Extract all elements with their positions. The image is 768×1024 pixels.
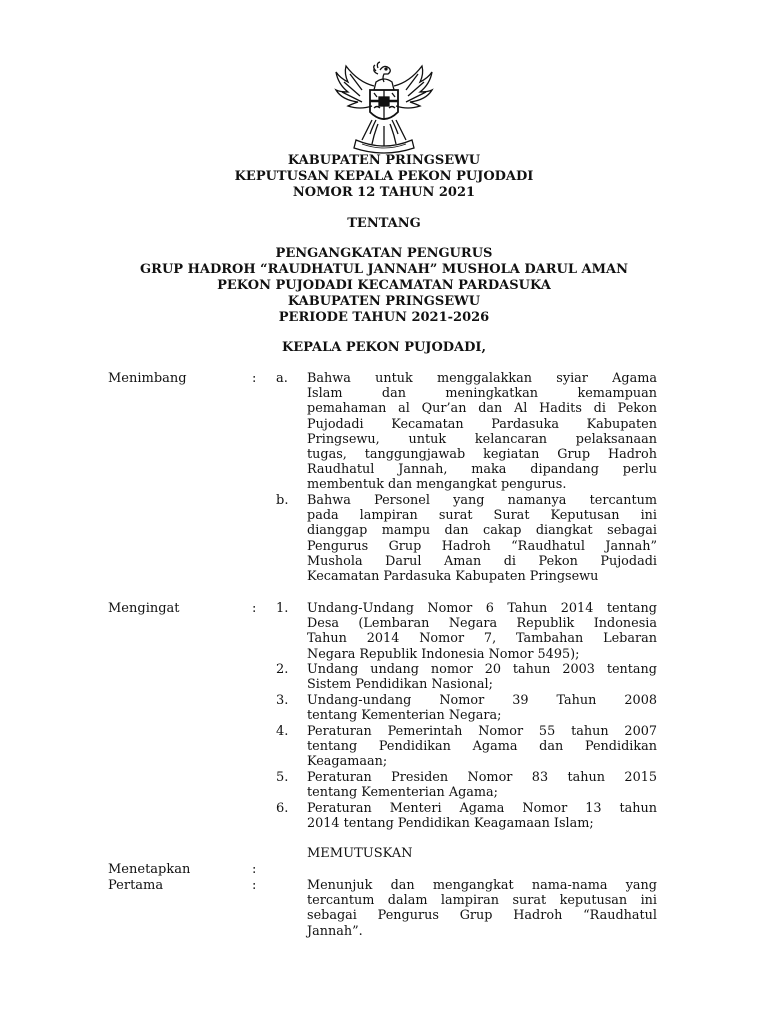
subject-line: PEKON PUJODADI KECAMATAN PARDASUKA bbox=[217, 278, 551, 293]
text-line: Bahwa untuk menggalakkan syiar Agama bbox=[307, 371, 657, 386]
mengingat-colon: : bbox=[252, 601, 257, 616]
text-line: Undang undang nomor 20 tahun 2003 tentang bbox=[307, 662, 657, 677]
mengingat-item-4 bbox=[307, 724, 657, 770]
mengingat-marker-6: 6. bbox=[276, 801, 289, 816]
garuda-emblem-icon bbox=[332, 60, 436, 155]
text-line: Bahwa Personel yang namanya tercantum bbox=[307, 493, 657, 508]
menimbang-marker-b: b. bbox=[276, 493, 289, 508]
subject-line: PERIODE TAHUN 2021-2026 bbox=[278, 310, 490, 325]
menimbang-label: Menimbang bbox=[108, 371, 187, 386]
mengingat-marker-4: 4. bbox=[276, 724, 289, 739]
text-line: Peraturan Menteri Agama Nomor 13 tahun bbox=[307, 801, 657, 816]
text-line: Mushola Darul Aman di Pekon Pujodadi bbox=[307, 553, 657, 569]
mengingat-marker-1: 1. bbox=[276, 601, 289, 616]
text-line: tugas, tanggungjawab kegiatan Grup Hadroh bbox=[307, 447, 657, 463]
mengingat-marker-2: 2. bbox=[276, 662, 289, 677]
mengingat-item-3 bbox=[307, 693, 657, 723]
text-line: Desa (Lembaran Negara Republik Indonesia bbox=[307, 616, 657, 632]
document-header bbox=[0, 153, 768, 201]
text-line: Pujodadi Kecamatan Pardasuka Kabupaten bbox=[307, 416, 657, 432]
subject-line: GRUP HADROH “RAUDHATUL JANNAH” MUSHOLA DARUL AMAN bbox=[140, 262, 628, 277]
text-line: Pengurus Grup Hadroh “Raudhatul Jannah” bbox=[307, 538, 657, 554]
text-line: tentang Pendidikan Agama dan Pendidikan bbox=[307, 739, 657, 755]
menimbang-item-a bbox=[307, 371, 657, 493]
subject-line: PENGANGKATAN PENGURUS bbox=[275, 246, 493, 261]
tentang-heading: TENTANG bbox=[347, 216, 421, 231]
mengingat-marker-5: 5. bbox=[276, 770, 289, 785]
official-title: KEPALA PEKON PUJODADI, bbox=[281, 340, 487, 355]
text-line: Jannah”. bbox=[307, 923, 363, 939]
menimbang-item-b bbox=[307, 493, 657, 584]
mengingat-item-6 bbox=[307, 801, 657, 831]
menetapkan-label: Menetapkan bbox=[108, 862, 191, 877]
pertama-label: Pertama bbox=[108, 878, 164, 893]
mengingat-item-2 bbox=[307, 662, 657, 692]
text-line: dianggap mampu dan cakap diangkat sebagai bbox=[307, 523, 657, 539]
text-line: Negara Republik Indonesia Nomor 5495); bbox=[307, 646, 580, 662]
text-line: Undang-undang Nomor 39 Tahun 2008 bbox=[307, 693, 657, 708]
header-line: NOMOR 12 TAHUN 2021 bbox=[292, 185, 476, 200]
text-line: Undang-Undang Nomor 6 Tahun 2014 tentang bbox=[307, 601, 657, 616]
text-line: Tahun 2014 Nomor 7, Tambahan Lebaran bbox=[307, 631, 657, 647]
text-line: pada lampiran surat Surat Keputusan ini bbox=[307, 508, 657, 524]
text-line: Raudhatul Jannah, maka dipandang perlu bbox=[307, 462, 657, 478]
document-subject bbox=[0, 246, 768, 326]
text-line: tentang Kementerian Negara; bbox=[307, 708, 502, 724]
text-line: Islam dan meningkatkan kemampuan bbox=[307, 386, 657, 402]
text-line: sebagai Pengurus Grup Hadroh “Raudhatul bbox=[307, 908, 657, 924]
mengingat-marker-3: 3. bbox=[276, 693, 289, 708]
memutuskan-heading: MEMUTUSKAN bbox=[307, 846, 413, 861]
menimbang-marker-a: a. bbox=[276, 371, 288, 386]
mengingat-item-5 bbox=[307, 770, 657, 800]
mengingat-label: Mengingat bbox=[108, 601, 180, 616]
text-line: Kecamatan Pardasuka Kabupaten Pringsewu bbox=[307, 569, 599, 585]
text-line: tercantum dalam lampiran surat keputusan ini bbox=[307, 893, 657, 909]
header-line: KEPUTUSAN KEPALA PEKON PUJODADI bbox=[234, 169, 534, 184]
subject-line: KABUPATEN PRINGSEWU bbox=[287, 294, 481, 309]
pertama-text bbox=[307, 878, 657, 939]
text-line: pemahaman al Qur’an dan Al Hadits di Pekon bbox=[307, 401, 657, 417]
text-line: Pringsewu, untuk kelancaran pelaksanaan bbox=[307, 431, 657, 447]
text-line: Peraturan Pemerintah Nomor 55 tahun 2007 bbox=[307, 724, 657, 739]
menimbang-colon: : bbox=[252, 371, 257, 386]
text-line: Sistem Pendidikan Nasional; bbox=[307, 677, 493, 693]
text-line: membentuk dan mengangkat pengurus. bbox=[307, 477, 567, 493]
pertama-colon: : bbox=[252, 878, 257, 893]
menetapkan-colon: : bbox=[252, 862, 257, 877]
text-line: Menunjuk dan mengangkat nama-nama yang bbox=[307, 878, 657, 893]
mengingat-item-1 bbox=[307, 601, 657, 662]
text-line: tentang Kementerian Agama; bbox=[307, 785, 498, 801]
text-line: 2014 tentang Pendidikan Keagamaan Islam; bbox=[307, 816, 594, 832]
text-line: Keagamaan; bbox=[307, 754, 388, 770]
text-line: Peraturan Presiden Nomor 83 tahun 2015 bbox=[307, 770, 657, 785]
header-line: KABUPATEN PRINGSEWU bbox=[287, 153, 481, 168]
